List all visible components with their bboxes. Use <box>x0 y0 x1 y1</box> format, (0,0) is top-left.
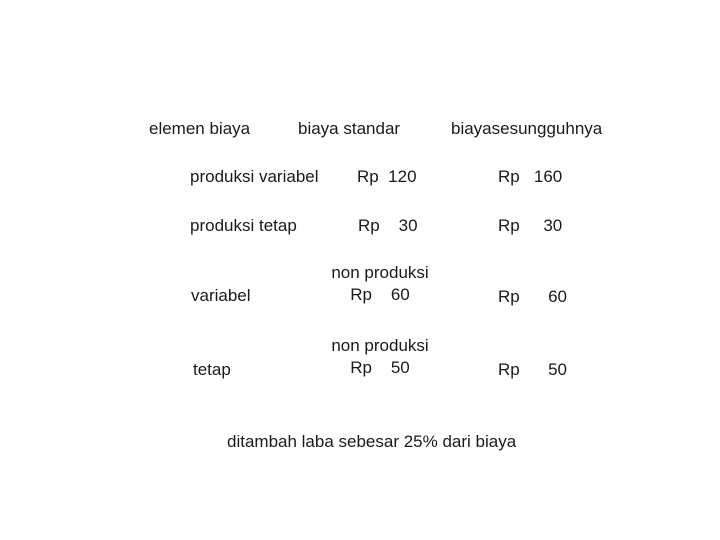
row-standard-variabel <box>318 262 442 306</box>
standard-value: Rp 50 <box>350 358 410 377</box>
header-element: elemen biaya <box>149 119 251 138</box>
row-actual-variabel: Rp 60 <box>498 287 567 306</box>
row-standard-produksi-tetap: Rp 30 <box>358 216 418 235</box>
row-standard-tetap <box>318 335 442 379</box>
row-standard-produksi-variabel: Rp 120 <box>357 167 417 186</box>
row-label-tetap: tetap <box>193 360 231 379</box>
row-label-produksi-tetap: produksi tetap <box>190 216 297 235</box>
non-produksi-caption: non produksi <box>331 336 429 355</box>
header-standard: biaya standar <box>298 119 401 138</box>
row-actual-tetap: Rp 50 <box>498 360 567 379</box>
row-actual-produksi-variabel: Rp 160 <box>498 167 563 186</box>
row-actual-produksi-tetap: Rp 30 <box>498 216 563 235</box>
header-actual: biayasesungguhnya <box>451 119 603 138</box>
footnote: ditambah laba sebesar 25% dari biaya <box>227 432 517 451</box>
non-produksi-caption: non produksi <box>331 263 429 282</box>
row-label-variabel: variabel <box>191 286 251 305</box>
row-label-produksi-variabel: produksi variabel <box>190 167 319 186</box>
standard-value: Rp 60 <box>350 285 410 304</box>
